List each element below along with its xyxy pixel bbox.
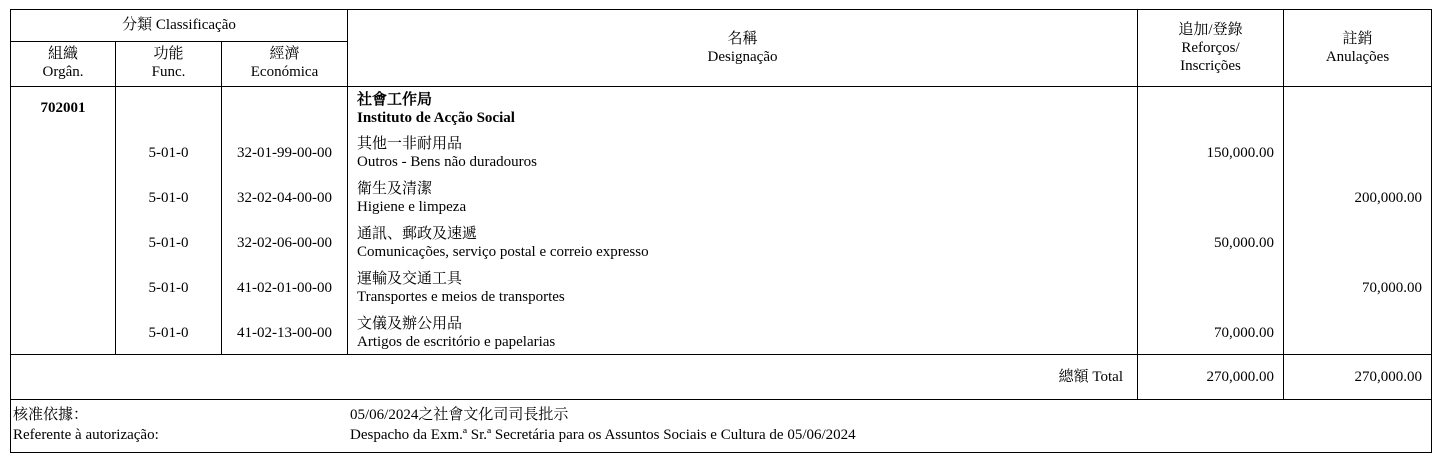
rule-body-bottom xyxy=(10,354,1432,355)
row-econ: 32-02-06-00-00 xyxy=(237,235,332,251)
rule-top xyxy=(10,9,1432,10)
header-cancel-pt: Anulações xyxy=(1325,49,1390,65)
row-func: 5-01-0 xyxy=(148,235,189,251)
row-func: 5-01-0 xyxy=(148,145,189,161)
row-reinforce: 50,000.00 xyxy=(1214,235,1274,251)
total-cancel: 270,000.00 xyxy=(1354,369,1422,385)
header-reinforce-pt2: Inscrições xyxy=(1180,58,1241,74)
header-econ-zh: 經濟 xyxy=(269,46,300,62)
row-name-zh: 通訊、郵政及速遞 xyxy=(357,226,478,242)
header-name-zh: 名稱 xyxy=(727,31,758,47)
authorization-label-zh: 核准依據： xyxy=(13,407,89,423)
row-cancel: 70,000.00 xyxy=(1362,280,1422,296)
row-func: 5-01-0 xyxy=(148,190,189,206)
row-name-zh: 其他一非耐用品 xyxy=(357,136,463,152)
header-organ-pt: Orgân. xyxy=(42,64,84,80)
header-organ-zh: 組織 xyxy=(47,46,78,62)
total-reinforce: 270,000.00 xyxy=(1206,369,1274,385)
header-name-pt: Designação xyxy=(707,49,778,65)
entity-name-pt: Instituto de Acção Social xyxy=(357,110,515,126)
row-name-zh: 文儀及辦公用品 xyxy=(357,316,463,332)
row-cancel: 200,000.00 xyxy=(1354,190,1422,206)
row-reinforce: 150,000.00 xyxy=(1206,145,1274,161)
header-reinforce-pt1: Reforços/ xyxy=(1181,40,1240,56)
header-func-zh: 功能 xyxy=(153,46,184,62)
rule-bottom xyxy=(10,452,1432,453)
row-name-zh: 衛生及清潔 xyxy=(357,181,433,197)
rule-right xyxy=(1431,9,1432,453)
organ-code: 702001 xyxy=(40,100,86,116)
row-func: 5-01-0 xyxy=(148,280,189,296)
header-cancel-zh: 註銷 xyxy=(1342,31,1373,47)
row-econ: 32-01-99-00-00 xyxy=(237,145,332,161)
header-reinforce-zh: 追加/登錄 xyxy=(1178,22,1243,38)
row-name-zh: 運輸及交通工具 xyxy=(357,271,463,287)
row-reinforce: 70,000.00 xyxy=(1214,325,1274,341)
row-econ: 41-02-01-00-00 xyxy=(237,280,332,296)
row-name-pt: Artigos de escritório e papelarias xyxy=(357,334,556,350)
rule-total-bottom xyxy=(10,399,1432,400)
rule-header-bottom xyxy=(10,86,1432,87)
authorization-label-pt: Referente à autorização: xyxy=(13,427,159,443)
header-econ-pt: Económica xyxy=(250,64,319,80)
total-label: 總額 Total xyxy=(1058,369,1123,385)
row-econ: 32-02-04-00-00 xyxy=(237,190,332,206)
authorization-text-zh: 05/06/2024之社會文化司司長批示 xyxy=(350,407,569,423)
row-func: 5-01-0 xyxy=(148,325,189,341)
row-name-pt: Higiene e limpeza xyxy=(357,199,467,215)
row-name-pt: Transportes e meios de transportes xyxy=(357,289,565,305)
entity-name-zh: 社會工作局 xyxy=(357,92,433,108)
authorization-text-pt: Despacho da Exm.ª Sr.ª Secretária para os Assuntos Sociais e Cultura de 05/06/2024 xyxy=(350,427,856,443)
row-name-pt: Comunicações, serviço postal e correio expresso xyxy=(357,244,649,260)
header-classification: 分類 Classificação xyxy=(122,17,236,33)
rule-classification xyxy=(10,41,348,42)
row-econ: 41-02-13-00-00 xyxy=(237,325,332,341)
row-name-pt: Outros - Bens não duradouros xyxy=(357,154,537,170)
header-func-pt: Func. xyxy=(151,64,186,80)
